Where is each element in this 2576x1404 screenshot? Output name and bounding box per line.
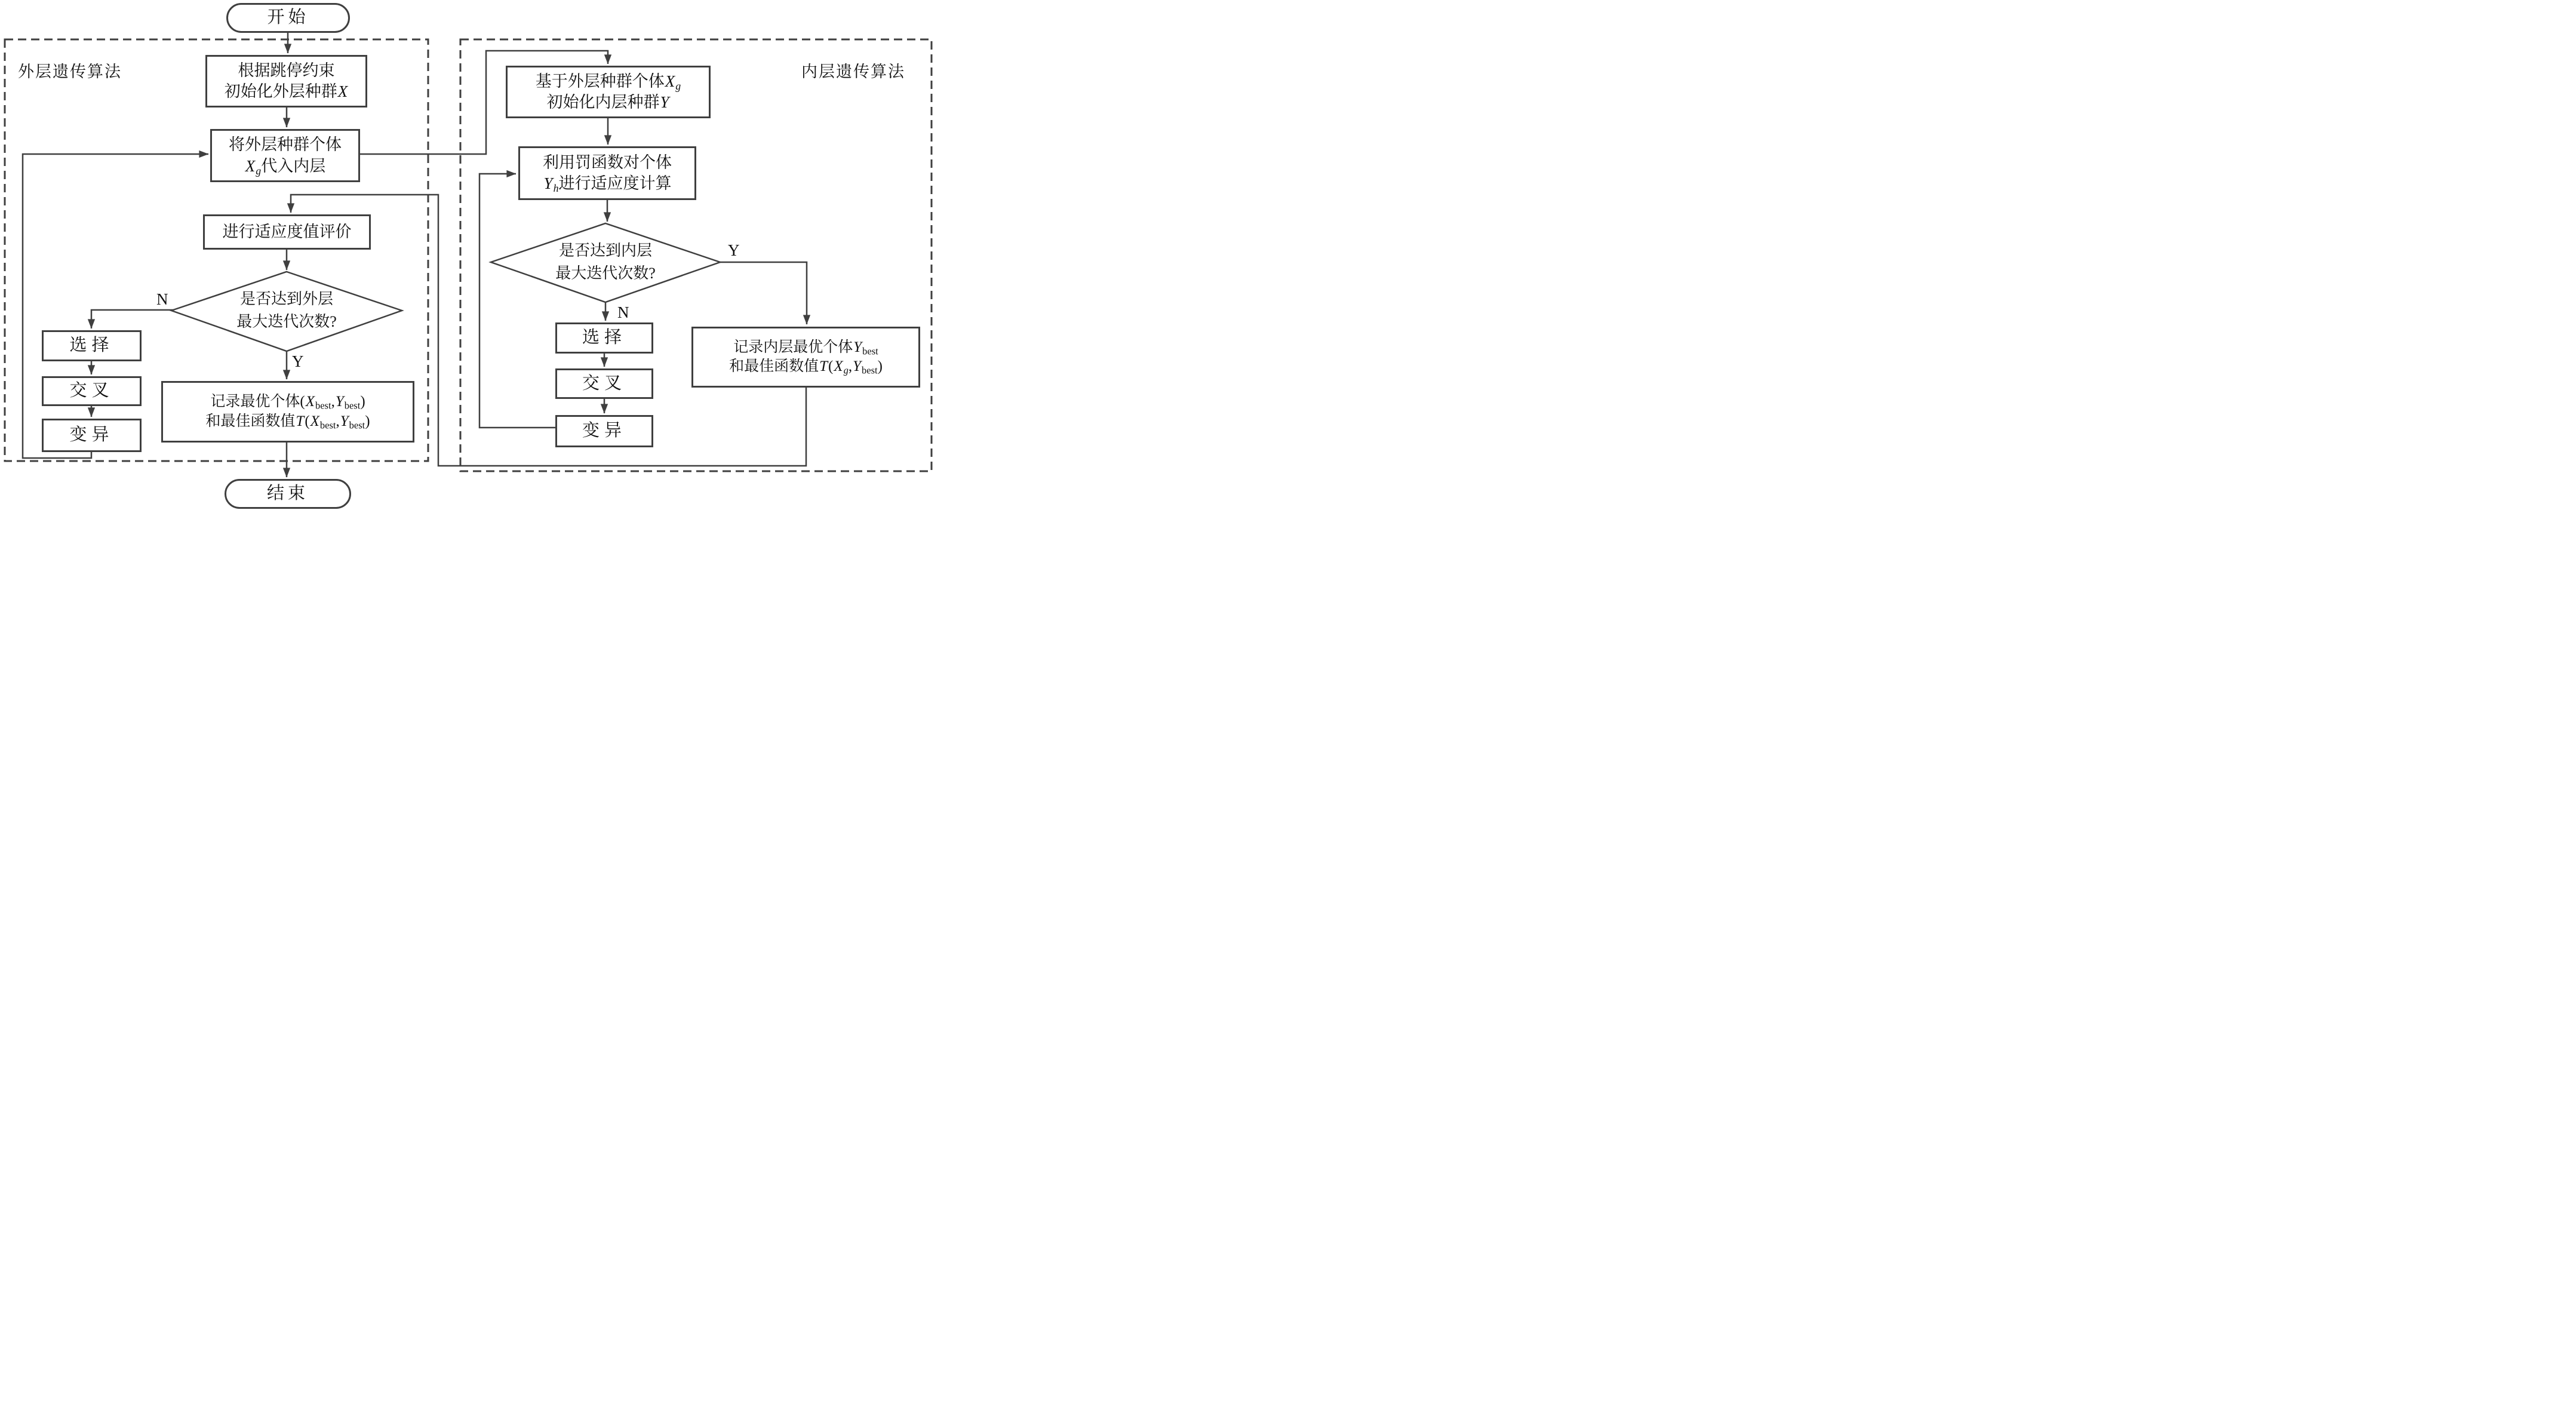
var-x: X: [245, 156, 256, 175]
edge-mutate-inner-loop-to-penalty: [479, 174, 555, 428]
inner-decision-label: [534, 231, 677, 293]
node-line: 记录内层最优个体$Y_{best}$: [733, 339, 878, 357]
node-line: 基于外层种群个体$X_g$: [535, 72, 681, 92]
node-line: 选择: [69, 336, 114, 355]
node-line: 交叉: [69, 381, 114, 401]
node-line: 记录最优个体$(X_{best},Y_{best})$: [210, 394, 365, 411]
node-line: 进行适应度值评价: [222, 222, 352, 241]
mutate-inner-box: [555, 415, 653, 447]
subscript-best: best: [344, 400, 361, 411]
var-x: X: [305, 394, 315, 410]
start-label: 开始: [267, 8, 309, 27]
var-y: Y: [660, 93, 669, 111]
node-line: 最大迭代次数?: [555, 265, 656, 282]
node-line: 变异: [69, 425, 114, 445]
crossover-inner-box: [555, 368, 653, 399]
node-line: 和最佳函数值$T(X_g,Y_{best})$: [729, 358, 883, 376]
node-line: $Y_h$进行适应度计算: [543, 174, 672, 194]
subscript-g: g: [843, 364, 849, 376]
node-line: 最大迭代次数?: [236, 313, 337, 330]
subscript-h: h: [553, 182, 559, 194]
outer-ga-zone-label: 外层遗传算法: [18, 63, 122, 81]
nested-genetic-algorithm-flowchart: [0, 0, 936, 511]
substitute-into-inner-box: [210, 129, 360, 182]
outer-decision-no-label: N: [156, 290, 168, 308]
node-line: 初始化内层种群Y: [546, 93, 669, 111]
subscript-g: g: [675, 79, 681, 92]
node-line: 是否达到外层: [239, 290, 333, 308]
node-line: $X_g$代入内层: [245, 156, 326, 177]
var-y: Y: [543, 174, 553, 192]
record-outer-best-box: [161, 381, 414, 443]
node-line: 和最佳函数值$T(X_{best},Y_{best})$: [205, 413, 370, 431]
var-t: T: [296, 413, 305, 429]
var-x: X: [310, 413, 319, 429]
var-x: X: [337, 82, 348, 100]
record-inner-best-box: [691, 327, 920, 388]
subscript-best: best: [349, 419, 365, 431]
start-terminator: [226, 3, 350, 33]
subscript-best: best: [862, 364, 878, 376]
outer-decision-yes-label: Y: [292, 352, 304, 370]
var-x: X: [834, 358, 843, 374]
subscript-g: g: [256, 164, 262, 177]
init-inner-population-box: [506, 66, 711, 118]
penalty-fitness-box: [518, 146, 696, 200]
init-outer-population-box: [205, 55, 367, 107]
select-inner-box: [555, 322, 653, 354]
var-t: T: [819, 358, 828, 374]
node-line: 利用罚函数对个体: [543, 153, 672, 171]
crossover-outer-box: [42, 376, 142, 406]
node-line: 交叉: [582, 373, 626, 393]
node-line: 选择: [582, 328, 626, 348]
subscript-best: best: [315, 400, 331, 411]
var-y: Y: [853, 358, 861, 374]
node-line: 根据跳停约束: [238, 61, 335, 79]
outer-decision-label: [215, 279, 358, 342]
select-outer-box: [42, 330, 142, 361]
end-terminator: [225, 479, 351, 509]
evaluate-fitness-box: [203, 214, 371, 250]
node-line: 变异: [582, 421, 626, 441]
inner-decision-no-label: N: [617, 303, 629, 321]
subscript-best: best: [862, 345, 878, 357]
edge-inner-decision-yes-to-record: [720, 262, 807, 324]
node-line: 是否达到内层: [558, 242, 652, 260]
node-line: 初始化外层种群X: [224, 82, 348, 100]
var-y: Y: [340, 413, 349, 429]
end-label: 结束: [266, 484, 309, 503]
var-y: Y: [335, 394, 344, 410]
edge-outer-decision-no-to-select: [91, 310, 174, 328]
inner-ga-zone-label: 内层遗传算法: [801, 63, 905, 81]
mutate-outer-box: [42, 419, 142, 452]
subscript-best: best: [319, 419, 336, 431]
node-line: 将外层种群个体: [229, 136, 342, 154]
var-y: Y: [853, 339, 862, 355]
var-x: X: [665, 72, 675, 90]
inner-decision-yes-label: Y: [728, 241, 740, 259]
